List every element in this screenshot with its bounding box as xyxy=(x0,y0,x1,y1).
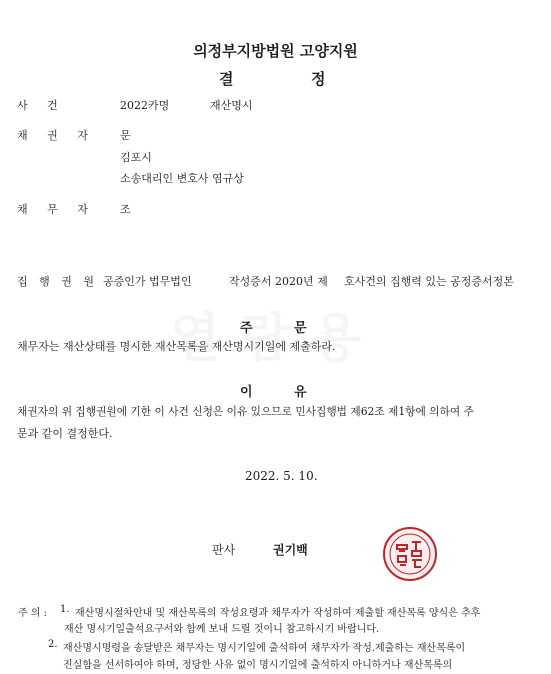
document-title-char-2: 정 xyxy=(311,70,326,88)
debtor-label: 채 무 자 xyxy=(17,203,96,216)
judge-name: 권기백 xyxy=(273,543,308,557)
execution-title-part3: 호사건의 집행력 있는 공정증서정본 xyxy=(344,275,514,288)
court-name: 의정부지방법원 고양지원 xyxy=(193,42,358,60)
order-heading-char-2: 문 xyxy=(294,321,307,336)
judge-seal-icon xyxy=(383,527,437,581)
debtor-name: 조 xyxy=(120,203,131,216)
creditor-name: 문 xyxy=(120,129,131,142)
document-title-char-1: 결 xyxy=(219,70,234,88)
notes-item-2-line-2: 진실함을 선서하여야 하며, 정당한 사유 없이 명시기일에 출석하지 아니하거나 재산목록의 xyxy=(63,660,453,671)
reasons-heading-char-1: 이 xyxy=(240,385,253,400)
order-text: 채무자는 재산상태를 명시한 재산목록을 재산명시기일에 제출하라. xyxy=(17,340,336,353)
reasons-text-line-2: 문과 같이 결정한다. xyxy=(17,427,113,440)
notes-item-1-line-1: 재산명시절차안내 및 재산목록의 작성요령과 채무자가 작성하여 제출할 재산목록 양식은 추후 xyxy=(75,608,481,619)
execution-title-part2: 작성증서 2020년 제 xyxy=(229,275,328,288)
notes-item-1-line-2: 재산 명시기일출석요구서와 함께 보내 드릴 것이니 참고하시기 바랍니다. xyxy=(64,624,380,635)
case-label: 사 건 xyxy=(17,99,66,112)
notes-item-2-line-1: 재산명시명령을 송달받은 채무자는 명시기일에 출석하여 채무자가 작성.제출하는 재산목록이 xyxy=(63,643,466,654)
execution-title-label: 집 행 권 원 xyxy=(17,275,98,288)
creditor-address: 김포시 xyxy=(120,151,152,164)
order-heading-char-1: 주 xyxy=(240,321,253,336)
execution-title-part1: 공증인가 법무법인 xyxy=(103,275,192,288)
notes-item-2-number: 2. xyxy=(48,639,58,650)
case-name: 재산명시 xyxy=(210,99,253,112)
creditor-label: 채 권 자 xyxy=(17,129,96,142)
notes-label: 주 의 : xyxy=(18,608,48,619)
notes-item-1-number: 1. xyxy=(60,604,70,615)
watermark xyxy=(170,296,381,371)
reasons-text-line-1: 채권자의 위 집행권원에 기한 이 사건 신청은 이유 있으므로 민사집행법 제62조 제1항에 의하여 주 xyxy=(17,405,474,418)
case-number: 2022카명 xyxy=(120,99,170,112)
decision-date: 2022. 5. 10. xyxy=(245,469,318,483)
creditor-counsel: 소송대리인 변호사 염규상 xyxy=(120,172,244,185)
reasons-heading-char-2: 유 xyxy=(294,385,307,400)
judge-title: 판사 xyxy=(212,543,236,557)
